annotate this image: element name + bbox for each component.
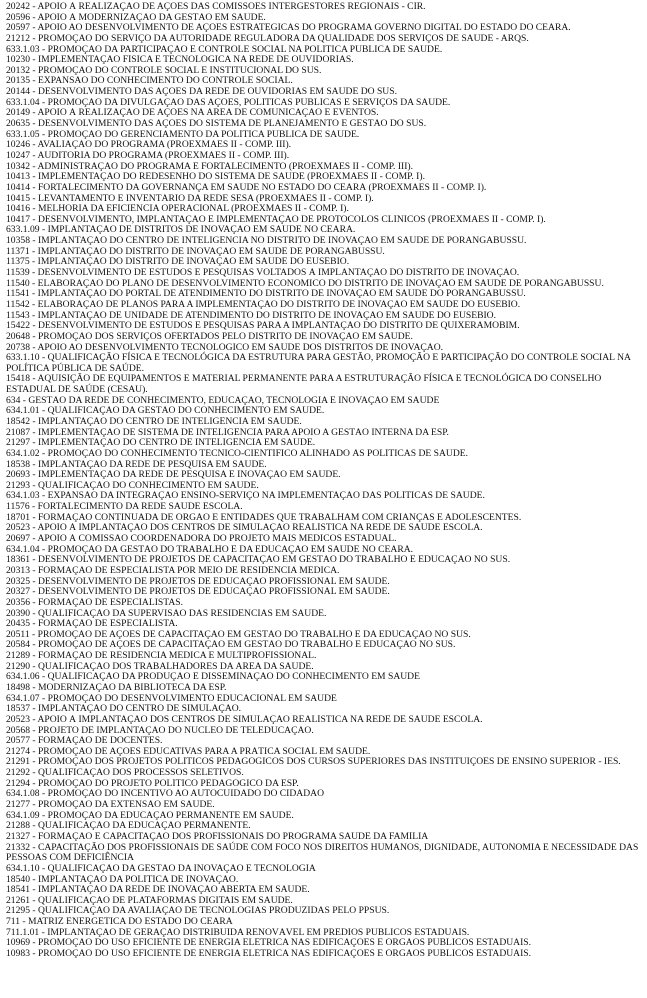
document-line: 20511 - PROMOÇÃO DE AÇÕES DE CAPACITAÇÃO EM GESTÃO DO TRABALHO E DA EDUCAÇÃO NO SUS. [6,629,471,640]
document-line: 634.1.02 - PROMOÇÃO DO CONHECIMENTO TÉCNICO-CIENTÍFICO ALINHADO ÀS POLÍTICAS DE SAÚDE. [6,448,469,459]
document-line: 11375 - IMPLANTAÇÃO DO DISTRITO DE INOVAÇÃO EM SAÚDE DO EUSÉBIO. [6,257,350,268]
document-line: 10247 - AUDITORIA DO PROGRAMA (PROEXMAES II - COMP. III). [6,150,290,161]
document-line: 20356 - FORMAÇÃO DE ESPECIALISTAS. [6,597,183,608]
document-line: 20149 - APOIO À REALIZAÇÃO DE AÇÕES NA ÁREA DE COMUNICAÇÃO E EVENTOS. [6,108,379,119]
document-line: 633.1.09 - IMPLANTAÇÃO DE DISTRITOS DE INOVAÇÃO EM SAÚDE NO CEARÁ. [6,225,356,236]
document-line: 20568 - PROJETO DE IMPLANTAÇÃO DO NÚCLEO DE TELEDUCAÇÃO. [6,725,314,736]
document-line: 10413 - IMPLEMENTAÇÃO DO REDESENHO DO SISTEMA DE SAÚDE (PROEXMAES II - COMP. I). [6,172,425,183]
document-line: 10342 - ADMINISTRAÇÃO DO PROGRAMA E FORTALECIMENTO (PROEXMAES II - COMP. III). [6,161,414,172]
document-line: 21332 - CAPACITAÇÃO DOS PROFISSIONAIS DE SAÚDE COM FOCO NOS DIREITOS HUMANOS, DIGNIDADE, AUTONOMIA E NECESSIDADE DAS PESSOAS COM DEFICIÊNCIA [6,841,639,864]
document-line: 21293 - QUALIFICAÇÃO DO CONHECIMENTO EM SAÚDE. [6,480,259,491]
document-line: 10416 - MELHORIA DA EFICIÊNCIA OPERACIONAL (PROEXMAES II - COMP. I). [6,204,349,215]
document-line: 10417 - DESENVOLVIMENTO, IMPLANTAÇÃO E IMPLEMENTAÇÃO DE PROTOCOLOS CLÍNICOS (PROEXMAES II - COMP. I). [6,214,546,225]
document-line: 20242 - APOIO À REALIZAÇÃO DE AÇÕES DAS COMISSÕES INTERGESTORES REGIONAIS - CIR. [6,2,426,12]
document-line: 634.1.04 - PROMOÇÃO DA GESTÃO DO TRABALHO E DA EDUCAÇÃO EM SAÚDE NO CEARÁ. [6,544,414,555]
document-line: 633.1.10 - QUALIFICAÇÃO FÍSICA E TECNOLÓGICA DA ESTRUTURA PARA GESTÃO, PROMOÇÃO E PARTICIPAÇÃO DO CONTROLE SOCIAL NA POLÍTICA PÚBLICA DE SAÚDE. [6,352,631,374]
document-line: 11542 - ELABORAÇÃO DE PLANOS PARA A IMPLEMENTAÇÃO DO DISTRITO DE INOVAÇÃO EM SAÚDE DO EUSÉBIO. [6,299,521,310]
document-line: 21291 - PROMOÇÃO DOS PROJETOS POLÍTICOS PEDAGÓGICOS DOS CURSOS SUPERIORES DAS INSTITUIÇÕES DE ENSINO SUPERIOR - IES. [6,757,621,768]
document-line: 634.1.08 - PROMOÇÃO DO INCENTIVO AO AUTOCUIDADO DO CIDADÃO [6,789,325,800]
document-line: 20135 - EXPANSÃO DO CONHECIMENTO DO CONTROLE SOCIAL. [6,76,293,87]
document-line: 11543 - IMPLANTAÇÃO DE UNIDADE DE ATENDIMENTO DO DISTRITO DE INOVAÇÃO EM SAÚDE DO EUSÉBIO. [6,310,496,321]
document-line: 11540 - ELABORAÇÃO DO PLANO DE DESENVOLVIMENTO ECONÔMICO DO DISTRITO DE INOVAÇÃO EM SAÚDE DE PORANGABUSSU. [6,278,604,289]
document-line: 20738 - APOIO AO DESENVOLVIMENTO TECNOLÓGICO EM SAÚDE DOS DISTRITOS DE INOVAÇÃO. [6,342,444,353]
document-line: 21292 - QUALIFICAÇÃO DOS PROCESSOS SELETIVOS. [6,768,244,779]
document-line: 20313 - FORMAÇÃO DE ESPECIALISTA POR MEIO DE RESIDÊNCIA MÉDICA. [6,565,340,576]
document-line: 20597 - APOIO AO DESENVOLVIMENTO DE AÇÕES ESTRATÉGICAS DO PROGRAMA GOVERNO DIGITAL DO ESTADO DO CEARÁ. [6,23,571,34]
document-line: 20325 - DESENVOLVIMENTO DE PROJETOS DE EDUCAÇÃO PROFISSIONAL EM SAÚDE. [6,576,390,587]
document-line: 18701 - FORMAÇÃO CONTINUADA DE ÓRGÃO E ENTIDADES QUE TRABALHAM COM CRIANÇAS E ADOLESCENTES. [6,512,522,523]
document-line: 21288 - QUALIFICAÇÃO DA EDUCAÇÃO PERMANENTE. [6,821,251,832]
document-line: 633.1.03 - PROMOÇÃO DA PARTICIPAÇÃO E CONTROLE SOCIAL NA POLÍTICA PÚBLICA DE SAÚDE. [6,44,443,55]
document-line: 11539 - DESENVOLVIMENTO DE ESTUDOS E PESQUISAS VOLTADOS À IMPLANTAÇÃO DO DISTRITO DE INOVAÇÃO. [6,268,520,279]
document-line: 634.1.07 - PROMOÇÃO DO DESENVOLVIMENTO EDUCACIONAL EM SAÚDE [6,693,337,704]
document-line: 21274 - PROMOÇÃO DE AÇÕES EDUCATIVAS PARA A PRÁTICA SOCIAL EM SAÚDE. [6,746,371,757]
document-line: 18538 - IMPLANTAÇÃO DA REDE DE PESQUISA EM SAÚDE. [6,459,267,470]
document-line: 633.1.05 - PROMOÇÃO DO GERENCIAMENTO DA POLÍTICA PÚBLICA DE SAÚDE. [6,129,360,140]
document-line: 634.1.09 - PROMOÇÃO DA EDUCAÇÃO PERMANENTE EM SAÚDE. [6,810,294,821]
document-line: 20523 - APOIO À IMPLANTAÇÃO DOS CENTROS DE SIMULAÇÃO REALÍSTICA NA REDE DE SAÚDE ESCOLA. [6,714,483,725]
document-line: 21277 - PROMOÇÃO DA EXTENSÃO EM SAÚDE. [6,800,215,811]
budget-action-list [6,2,641,960]
document-line: 20697 - APOIO À COMISSÃO COORDENADORA DO PROJETO MAIS MÉDICOS ESTADUAL. [6,534,397,545]
document-line: 18361 - DESENVOLVIMENTO DE PROJETOS DE CAPACITAÇÃO EM GESTÃO DO TRABALHO E EDUCAÇÃO NO SUS. [6,555,511,566]
document-line: 21295 - QUALIFICAÇÃO DA AVALIAÇÃO DE TECNOLOGIAS PRODUZIDAS PELO PPSUS. [6,906,390,917]
document-line: 633.1.04 - PROMOÇÃO DA DIVULGAÇÃO DAS AÇÕES, POLÍTICAS PÚBLICAS E SERVIÇOS DA SAÚDE. [6,97,451,108]
document-line: 15422 - DESENVOLVIMENTO DE ESTUDOS E PESQUISAS PARA A IMPLANTAÇÃO DO DISTRITO DE QUIXERAMOBIM. [6,321,520,332]
document-line: 20693 - IMPLEMENTAÇÃO DA REDE DE PESQUISA E INOVAÇÃO EM SAÚDE. [6,470,341,481]
document-line: 15418 - AQUISIÇÃO DE EQUIPAMENTOS E MATERIAL PERMANENTE PARA A ESTRUTURAÇÃO FÍSICA E TECNOLÓGICA DO CONSELHO ESTADUAL DE SAÚDE (CESAU). [6,373,602,396]
document-line: 10246 - AVALIAÇÃO DO PROGRAMA (PROEXMAES II - COMP. III). [6,140,292,151]
document-line: 21327 - FORMAÇÃO E CAPACITAÇÃO DOS PROFISSIONAIS DO PROGRAMA SAÚDE DA FAMÍLIA [6,831,429,842]
document-line: 10414 - FORTALECIMENTO DA GOVERNANÇA EM SAÚDE NO ESTADO DO CEARÁ (PROEXMAES II - COMP. I). [6,182,487,193]
document-line: 21289 - FORMAÇÃO DE RESIDÊNCIA MÉDICA E MULTIPROFISSIONAL. [6,651,317,662]
document-line: 10358 - IMPLANTAÇÃO DO CENTRO DE INTELIGÊNCIA NO DISTRITO DE INOVAÇÃO EM SAÚDE DE PORANGABUSSU. [6,236,527,247]
document-line: 18542 - IMPLANTAÇÃO DO CENTRO DE INTELIGÊNCIA EM SAÚDE. [6,416,302,427]
document-line: 634.1.01 - QUALIFICAÇÃO DA GESTÃO DO CONHECIMENTO EM SAÚDE. [6,406,325,417]
document-line: 11576 - FORTALECIMENTO DA REDE SAÚDE ESCOLA. [6,502,243,513]
document-line: 634.1.10 - QUALIFICAÇÃO DA GESTÃO DA INOVAÇÃO E TECNOLOGIA [6,863,316,874]
document-line: 20435 - FORMAÇÃO DE ESPECIALISTA. [6,619,178,630]
document-line: 20132 - PROMOÇÃO DO CONTROLE SOCIAL E INSTITUCIONAL DO SUS. [6,65,322,76]
document-line: 21290 - QUALIFICAÇÃO DOS TRABALHADORES DA ÁREA DA SAÚDE. [6,661,314,672]
document-line: 634 - GESTÃO DA REDE DE CONHECIMENTO, EDUCAÇÃO, TECNOLOGIA E INOVAÇÃO EM SAÚDE [6,395,440,406]
document-line: 21261 - QUALIFICAÇÃO DE PLATAFORMAS DIGITAIS EM SAÚDE. [6,895,293,906]
document-line: 21087 - IMPLEMENTAÇÃO DE SISTEMA DE INTELIGÊNCIA PARA APOIO A GESTÃO INTERNA DA ESP. [6,427,449,438]
document-line: 18541 - IMPLANTAÇÃO DA REDE DE INOVAÇÃO ABERTA EM SAÚDE. [6,885,310,896]
document-line: 21294 - PROMOÇÃO DO PROJETO POLÍTICO PEDAGÓGICO DA ESP. [6,778,299,789]
document-line: 10415 - LEVANTAMENTO E INVENTÁRIO DA REDE SESA (PROEXMAES II - COMP. I). [6,193,374,204]
document-line: 10230 - IMPLEMENTAÇÃO FÍSICA E TECNOLÓGICA NA REDE DE OUVIDORIAS. [6,55,354,66]
document-line: 21212 - PROMOÇÃO DO SERVIÇO DA AUTORIDADE REGULADORA DA QUALIDADE DOS SERVIÇOS DE SAÚDE - ARQS. [6,33,529,44]
document-line: 634.1.03 - EXPANSÃO DA INTEGRAÇÃO ENSINO-SERVIÇO NA IMPLEMENTAÇÃO DAS POLÍTICAS DE SAÚDE. [6,491,485,502]
document-line: 18498 - MODERNIZAÇÃO DA BIBLIOTECA DA ESP. [6,683,227,693]
document-line: 20390 - QUALIFICAÇÃO DA SUPERVISÃO DAS RESIDÊNCIAS EM SAÚDE. [6,608,327,619]
document-line: 711 - MATRIZ ENERGÉTICA DO ESTADO DO CEARÁ [6,917,233,928]
document-line: 711.1.01 - IMPLANTAÇÃO DE GERAÇÃO DISTRIBUÍDA RENOVÁVEL EM PRÉDIOS PÚBLICOS ESTADUAIS. [6,927,470,938]
document-line: 20523 - APOIO À IMPLANTAÇÃO DOS CENTROS DE SIMULAÇÃO REALÍSTICA NA REDE DE SAÚDE ESCOLA. [6,523,483,534]
document-line: 10983 - PROMOÇÃO DO USO EFICIENTE DE ENERGIA ELÉTRICA NAS EDIFICAÇÕES E ÓRGÃOS PÚBLICOS ESTADUAIS. [6,949,532,960]
document-line: 11541 - IMPLANTAÇÃO DO PORTAL DE ATENDIMENTO DO DISTRITO DE INOVAÇÃO EM SAÚDE DO PORANGABUSSU. [6,289,526,300]
document-line: 21297 - IMPLEMENTAÇÃO DO CENTRO DE INTELIGÊNCIA EM SAÚDE. [6,438,316,449]
document-line: 18540 - IMPLANTAÇÃO DA POLÍTICA DE INOVAÇÃO. [6,874,239,885]
document-line: 11371 - IMPLANTAÇÃO DO DISTRITO DE INOVAÇÃO EM SAÚDE DE PORANGABUSSU. [6,246,385,257]
document-line: 20144 - DESENVOLVIMENTO DAS AÇÕES DA REDE DE OUVIDORIAS EM SAÚDE DO SUS. [6,87,397,98]
document-line: 20577 - FORMAÇÃO DE DOCENTES. [6,736,163,747]
document-line: 634.1.06 - QUALIFICAÇÃO DA PRODUÇÃO E DISSEMINAÇÃO DO CONHECIMENTO EM SAÚDE [6,672,420,683]
document-line: 10969 - PROMOÇÃO DO USO EFICIENTE DE ENERGIA ELÉTRICA NAS EDIFICAÇÕES E ÓRGÃOS PÚBLICOS ESTADUAIS. [6,938,532,949]
document-line: 20648 - PROMOÇÃO DOS SERVIÇOS OFERTADOS PELO DISTRITO DE INOVAÇÃO EM SAÚDE. [6,331,413,342]
document-line: 20584 - PROMOÇÃO DE AÇÕES DE CAPACITAÇÃO EM GESTÃO DO TRABALHO E EDUCAÇÃO NO SUS. [6,640,456,651]
document-line: 20327 - DESENVOLVIMENTO DE PROJETOS DE EDUCAÇÃO PROFISSIONAL EM SAÚDE. [6,587,390,598]
document-line: 20635 - DESENVOLVIMENTO DAS AÇÕES DO SISTEMA DE PLANEJAMENTO E GESTÃO DO SUS. [6,119,427,130]
document-line: 18537 - IMPLANTAÇÃO DO CENTRO DE SIMULAÇÃO. [6,704,242,715]
document-line: 20596 - APOIO À MODERNIZAÇÃO DA GESTÃO EM SAÚDE. [6,12,266,23]
